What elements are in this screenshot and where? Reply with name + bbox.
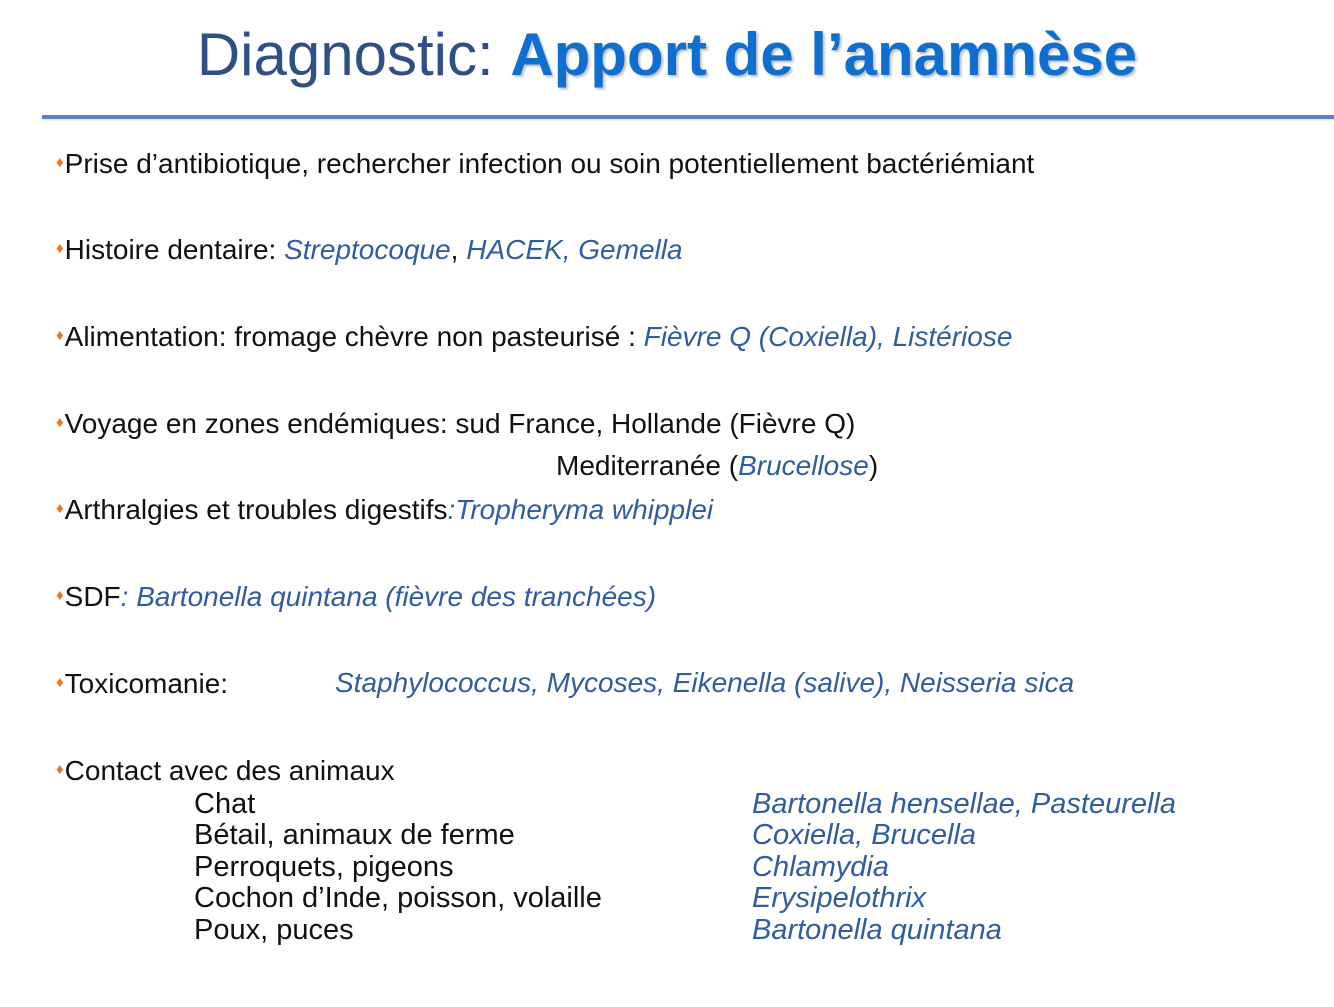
diamond-bullet-icon: ♦ <box>56 327 64 344</box>
bullet-animal-contact <box>56 753 395 788</box>
organism-text: :Tropheryma whipplei <box>447 494 714 525</box>
animal-organism: Coxiella, Brucella <box>752 819 977 851</box>
bullet-label: Contact avec des animaux <box>64 755 395 786</box>
bullet-label: SDF <box>64 581 121 612</box>
bullet-drug-use <box>56 666 228 701</box>
organism-text: Brucellose <box>738 450 869 481</box>
bullet-antibiotics <box>56 146 1034 181</box>
animal-organism: Chlamydia <box>752 851 889 883</box>
organism-text: Fièvre Q (Coxiella), Listériose <box>643 321 1013 352</box>
bullet-food <box>56 319 1012 354</box>
diamond-bullet-icon: ♦ <box>56 414 64 431</box>
diamond-bullet-icon: ♦ <box>56 240 64 257</box>
bullet-label: Alimentation: fromage chèvre non pasteurisé : <box>64 321 644 352</box>
drug-use-organisms: Staphylococcus, Mycoses, Eikenella (salive), Neisseria sica <box>335 667 1075 698</box>
bullet-dental-history <box>56 232 683 267</box>
organism-text: : Bartonella quintana (fièvre des tranchées) <box>120 581 657 612</box>
bullet-arthralgia <box>56 492 713 527</box>
title-main: Apport de l’anamnèse <box>510 21 1138 88</box>
animal-name: Poux, puces <box>194 914 354 946</box>
diamond-bullet-icon: ♦ <box>56 587 64 604</box>
animal-organism: Bartonella quintana <box>752 914 1002 946</box>
travel-second-line <box>556 449 878 483</box>
organism-text: HACEK, Gemella <box>466 234 683 265</box>
animal-organism: Erysipelothrix <box>752 882 927 914</box>
slide-title <box>0 20 1334 90</box>
bullet-separator: : <box>268 234 285 265</box>
animal-name: Bétail, animaux de ferme <box>194 819 515 851</box>
animal-name: Perroquets, pigeons <box>194 851 454 883</box>
diamond-bullet-icon: ♦ <box>56 500 64 517</box>
diamond-bullet-icon: ♦ <box>56 154 64 171</box>
bullet-text: Voyage en zones endémiques: sud France, Hollande (Fièvre Q) <box>64 408 856 439</box>
line-prefix: Mediterranée ( <box>556 450 739 481</box>
bullet-label: Histoire dentaire <box>64 234 269 265</box>
diamond-bullet-icon: ♦ <box>56 674 64 691</box>
bullet-text: Prise d’antibiotique, rechercher infection ou soin potentiellement bactériémiant <box>64 148 1035 179</box>
bullet-travel <box>56 406 855 441</box>
organism-text: Streptocoque <box>284 234 451 265</box>
animal-name: Chat <box>194 788 256 820</box>
bullet-homeless <box>56 579 656 614</box>
line-suffix: ) <box>868 450 879 481</box>
bullet-label: Toxicomanie: <box>64 668 229 699</box>
title-prefix: Diagnostic: <box>196 21 511 88</box>
title-divider <box>42 115 1334 119</box>
bullet-separator: , <box>450 234 467 265</box>
animal-name: Cochon d’Inde, poisson, volaille <box>194 882 602 914</box>
animal-organism: Bartonella hensellae, Pasteurella <box>752 788 1176 820</box>
diamond-bullet-icon: ♦ <box>56 761 64 778</box>
bullet-label: Arthralgies et troubles digestifs <box>64 494 448 525</box>
